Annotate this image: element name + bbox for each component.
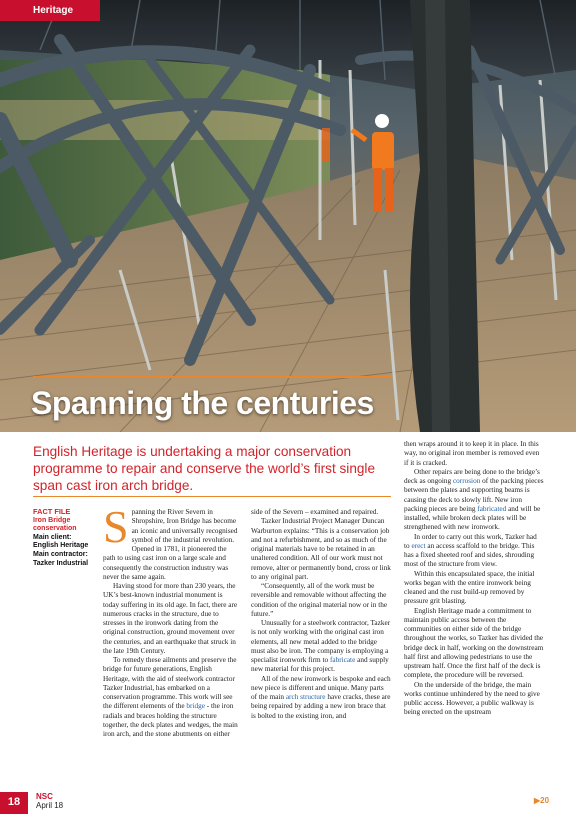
title-rule [33,376,391,378]
fact-file-contractor-label: Main contractor: [33,550,88,558]
inline-link[interactable]: erect [411,541,426,550]
body-paragraph: “Consequently, all of the work must be reversible and removable without affecting the condition of the original material now or in the future.” [251,582,388,618]
body-paragraph: In order to carry out this work, Tazker had to erect an access scaffold to the bridge. This has a fixed sheeted roof and sides, shrouding most of the structure from view. [404,532,537,569]
issue-date: April 18 [36,801,64,810]
standfirst: English Heritage is undertaking a major conservation programme to repair and conserve the world’s first single span cast iron arch bridge. [33,444,376,493]
fact-file-client: English Heritage [33,542,89,550]
drop-cap: S [103,501,129,552]
inline-link[interactable]: arch structure [285,693,326,701]
body-paragraph: Spanning the River Severn in Shropshire, Iron Bridge has become an iconic and universally recognised symbol of the industrial revolution. Opened in 1781, it pioneered the path to using cast iron on a large scale and consequently the construction industry was never the same again. [103,501,238,581]
body-column-3 [404,440,544,718]
body-paragraph: All of the new ironwork is bespoke and each new piece is different and unique. Many parts of the main arch structure have cracks, these are being repaired by adding a new iron brace that is bolted to the existing iron, and [251,674,391,720]
inline-link[interactable]: fabricated [477,504,507,513]
fact-file-client-label: Main client: [33,533,72,541]
standfirst-rule [33,496,391,497]
body-paragraph: English Heritage made a commitment to maintain public access between the communities on either side of the bridge throughout the works, so Tazker has divided the bridge deck in half, working on the downstream half first and allowing pedestrians to use the upstream half. Once the first half of the deck is complete, the procedure will be reversed. [404,606,544,680]
body-paragraph: Within this encapsulated space, the initial works began with the entire ironwork being cleaned and the rust build-up removed by pressure grit blasting. [404,569,535,606]
page-number: 18 [0,792,28,814]
body-paragraph: Tazker Industrial Project Manager Duncan Warburton explains: “This is a conservation job and not a refurbishment, and so as much of the original materials have to be retained in an unaltered condition. All of our work must not remove, alter or permanently bond, cross or link to any original part. [251,517,391,581]
article-title: Spanning the centuries [31,385,374,421]
fact-file [33,508,93,568]
body-paragraph: Unusually for a steelwork contractor, Tazker is not only working with the original cast iron elements, all new metal added to the bridge must also be iron. The company is employing a specialist ironwork firm to fabricate and supply new material for this project. [251,619,391,674]
fact-file-contractor: Tazker Industrial [33,559,89,567]
body-paragraph: side of the Severn – examined and repaired. [251,508,379,516]
body-column-2 [251,508,391,721]
section-tab: Heritage [0,0,100,21]
triangle-right-icon: ▶ [534,796,541,805]
inline-link[interactable]: corrosion [452,477,481,485]
continued-marker[interactable] [534,796,549,805]
inline-link[interactable]: bridge [186,702,205,711]
body-paragraph: To remedy these ailments and preserve the bridge for future generations, English Heritage, with the aid of steelwork contractor Tazker Industrial, has embarked on a conservation programme. This work will see the different elements of the bridge - the iron radials and braces holding the structure together, the deck plates and wedges, the main iron arch, and the stone abutments on either [103,656,238,738]
continued-page: 20 [540,796,550,805]
body-paragraph: Having stood for more than 230 years, the UK’s best-known industrial monument is today suffering in its old age. In fact, there are numerous cracks in the structure, due to stresses in the ironwork dating from the original construction, ground movement over the centuries, and an earthquake that struck in the late 19th Century. [103,582,238,655]
publication-name: NSC [36,792,53,801]
body-paragraph: On the underside of the bridge, the main works continue unhindered by the need to give public access. However, a public walkway is being erected on the upstream [404,680,540,717]
body-paragraph: Other repairs are being done to the bridge’s deck as ongoing corrosion of the packing pieces between the plates and supporting beams is causing the deck to slowly lift. New iron packing pieces are being fabricated and will be installed, while broken deck plates will be strengthened with new ironwork. [404,467,544,532]
body-column-1 [103,501,240,739]
body-paragraph: then wraps around it to keep it in place. In this way, no original iron member is removed even if it is cracked. [404,440,540,467]
fact-file-heading: FACT FILE [33,507,71,516]
fact-file-project: Iron Bridge conservation [33,516,77,533]
inline-link[interactable]: fabricate [329,656,356,664]
